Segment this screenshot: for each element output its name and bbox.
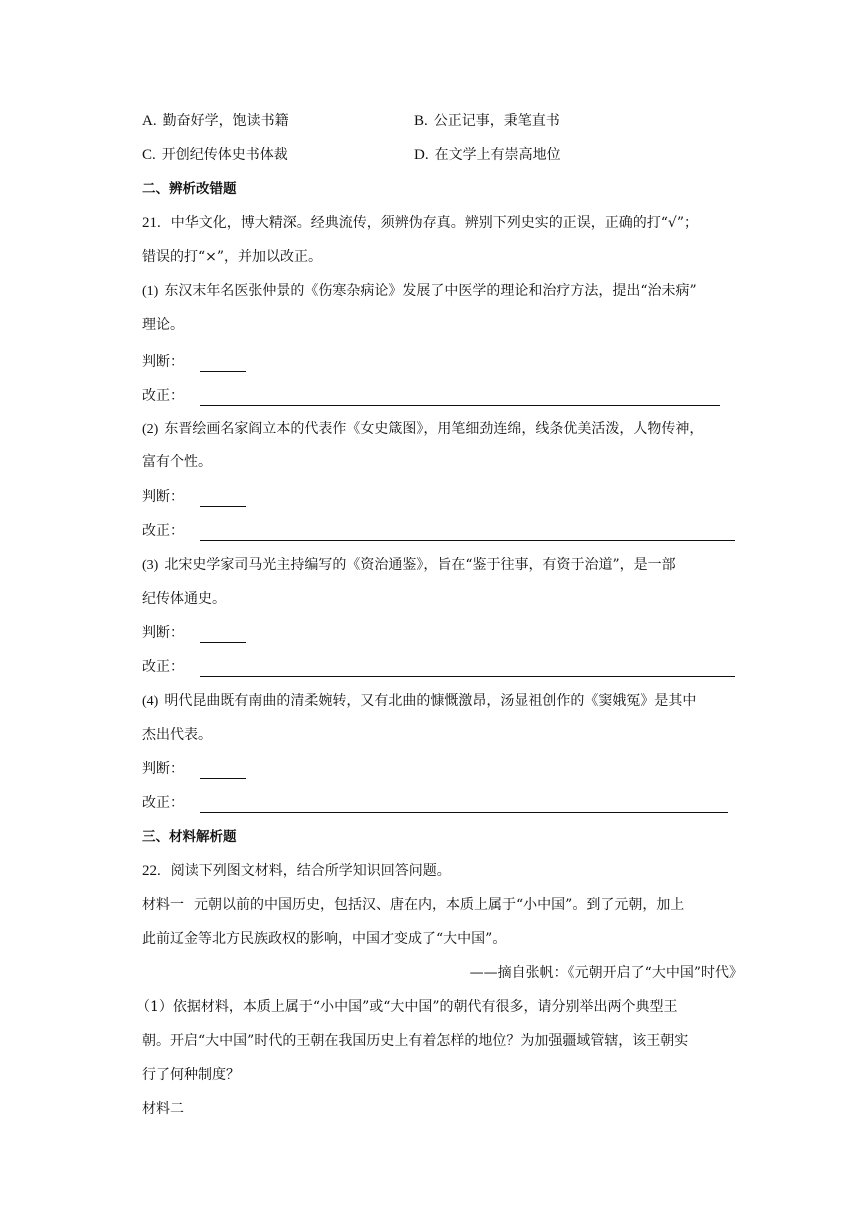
item-text: 明代昆曲既有南曲的清柔婉转，又有北曲的慷慨激昂，汤显祖创作的《窦娥冤》是其中 — [164, 693, 697, 709]
judge-blank[interactable] — [200, 764, 246, 779]
correct-label: 改正： — [142, 388, 184, 404]
correct-blank[interactable] — [200, 391, 720, 406]
material1-line1 — [142, 895, 684, 915]
correct-label: 改正： — [142, 523, 184, 539]
q21-item3-correct — [142, 657, 735, 677]
q21-item4-judge — [142, 759, 246, 779]
option-letter: B. — [414, 113, 428, 129]
judge-label: 判断： — [142, 354, 184, 370]
q22-sub1-line2: 朝。开启“大中国”时代的王朝在我国历史上有着怎样的地位？为加强疆域管辖，该王朝实 — [142, 1033, 689, 1049]
option-b — [414, 111, 560, 131]
judge-blank[interactable] — [200, 492, 246, 507]
q21-item1-line1 — [142, 281, 697, 302]
item-number: (3) — [142, 558, 159, 573]
question-number: 22. — [142, 863, 161, 879]
q22-intro — [142, 861, 451, 881]
q21-intro-line1 — [142, 213, 698, 233]
judge-label: 判断： — [142, 625, 184, 641]
material2-label: 材料二 — [142, 1101, 184, 1117]
judge-blank[interactable] — [200, 628, 246, 643]
option-d — [414, 145, 561, 165]
q21-item4-line2: 杰出代表。 — [142, 727, 212, 743]
q21-item2-line1 — [142, 419, 703, 440]
option-letter: C. — [142, 147, 156, 163]
correct-blank[interactable] — [200, 526, 735, 541]
q21-item3-judge — [142, 623, 246, 643]
correct-label: 改正： — [142, 659, 184, 675]
q21-item2-judge — [142, 487, 246, 507]
q21-item3-line1 — [142, 555, 676, 576]
item-number: (1) — [142, 284, 159, 299]
material1-source: ——摘自张帆：《元朝开启了“大中国”时代》 — [469, 965, 743, 981]
correct-blank[interactable] — [200, 662, 735, 677]
material1-label: 材料一 — [142, 897, 184, 913]
q21-item1-correct — [142, 386, 720, 406]
item-text: 北宋史学家司马光主持编写的《资治通鉴》，旨在“鉴于往事，有资于治道”，是一部 — [164, 557, 676, 573]
item-number: (2) — [142, 422, 159, 437]
option-letter: A. — [142, 113, 157, 129]
correct-blank[interactable] — [200, 798, 728, 813]
option-a — [142, 111, 289, 131]
q22-sub1-line3: 行了何种制度？ — [142, 1067, 240, 1083]
item-text: 东汉末年名医张仲景的《伤寒杂病论》发展了中医学的理论和治疗方法，提出“治未病” — [164, 283, 697, 299]
correct-label: 改正： — [142, 795, 184, 811]
option-letter: D. — [414, 147, 429, 163]
option-text: 勤奋好学，饱读书籍 — [162, 113, 289, 129]
judge-blank[interactable] — [200, 357, 246, 372]
judge-label: 判断： — [142, 761, 184, 777]
q21-item2-correct — [142, 521, 735, 541]
q21-item1-line2: 理论。 — [142, 317, 184, 333]
option-c — [142, 145, 288, 165]
q21-item1-judge — [142, 352, 246, 372]
material1-text: 元朝以前的中国历史，包括汉、唐在内，本质上属于“小中国”。到了元朝，加上 — [194, 897, 685, 913]
material1-line2: 此前辽金等北方民族政权的影响，中国才变成了“大中国”。 — [142, 931, 507, 947]
option-text: 开创纪传体史书体裁 — [161, 147, 288, 163]
option-text: 公正记事，秉笔直书 — [433, 113, 560, 129]
q21-item2-line2: 富有个性。 — [142, 454, 212, 470]
q21-intro-text: 中华文化，博大精深。经典流传，须辨伪存真。辨别下列史实的正误，正确的打“√”； — [170, 215, 698, 231]
q21-intro-line2: 错误的打“×”，并加以改正。 — [142, 249, 323, 265]
q21-item3-line2: 纪传体通史。 — [142, 591, 226, 607]
item-number: (4) — [142, 694, 159, 709]
option-text: 在文学上有崇高地位 — [434, 147, 561, 163]
section-heading-material: 三、材料解析题 — [142, 829, 237, 845]
q22-sub1-line1: （1）依据材料，本质上属于“小中国”或“大中国”的朝代有很多，请分别举出两个典型王 — [136, 999, 678, 1015]
judge-label: 判断： — [142, 489, 184, 505]
q22-intro-text: 阅读下列图文材料，结合所学知识回答问题。 — [170, 863, 451, 879]
q21-item4-correct — [142, 793, 728, 813]
question-number: 21. — [142, 215, 161, 231]
item-text: 东晋绘画名家阎立本的代表作《女史箴图》，用笔细劲连绵，线条优美活泼，人物传神， — [164, 421, 704, 437]
section-heading-correction: 二、辨析改错题 — [142, 181, 237, 197]
q21-item4-line1 — [142, 691, 696, 712]
